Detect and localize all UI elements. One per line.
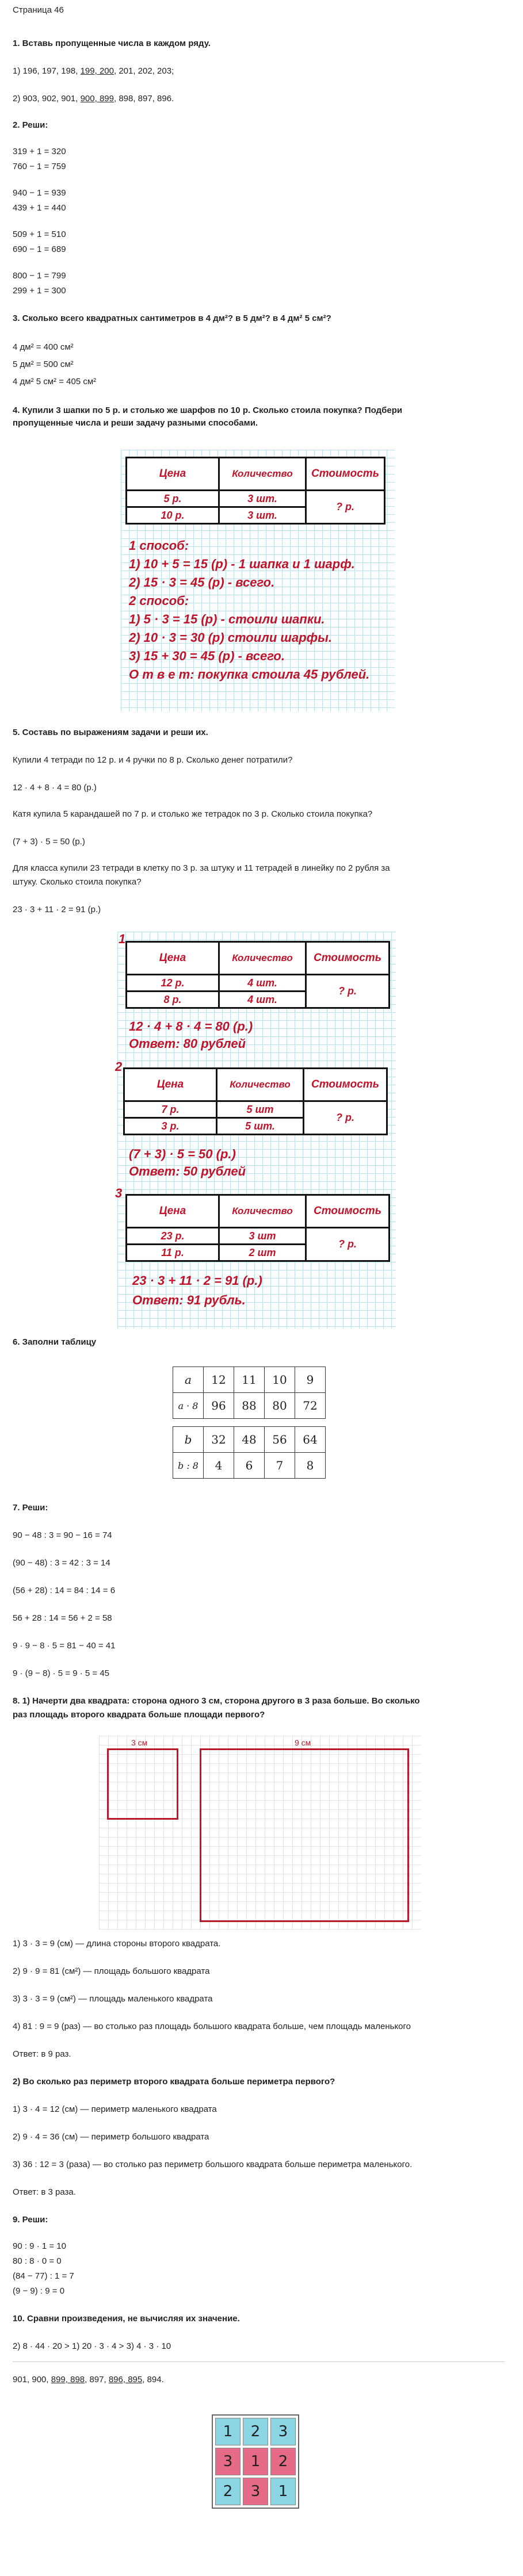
col-price: Цена (127, 1195, 219, 1228)
task5-problem: Для класса купили 23 тетради в клетку по 3 р. за штуку и 11 тетрадей в линейку по 2 рубля за (13, 863, 390, 873)
large-square-label: 9 см (295, 1738, 311, 1747)
problem-number: 3 (115, 1186, 123, 1200)
task5-problem: Катя купила 5 карандашей по 7 р. и столько же тетрадок по 3 р. Сколько стоила покупка? (13, 809, 373, 819)
cell-qty: 2 шт (219, 1245, 306, 1261)
col-cost: Стоимость (304, 1069, 387, 1101)
task7-header: 7. Реши: (13, 1503, 48, 1513)
table-cell: 48 (234, 1427, 265, 1453)
table-cell: 11 (234, 1367, 265, 1393)
cell-qty: 3 шт. (219, 491, 306, 507)
handwritten-line: Ответ: 50 рублей (129, 1164, 246, 1178)
task8-header: 8. 1) Начерти два квадрата: сторона одного 3 см, сторона другого в 3 раза больше. Во сколько (13, 1696, 420, 1706)
handwritten-line: 12 · 4 + 8 · 4 = 80 (р.) (129, 1019, 253, 1034)
table-cell: 72 (295, 1393, 326, 1419)
task8-line: 2) 9 · 9 = 81 (см²) — площадь большого квадрата (13, 1966, 210, 1976)
col-cost: Стоимость (306, 458, 385, 491)
handwritten-line: 2) 15 · 3 = 45 (р) - всего. (129, 575, 275, 590)
task10-line: 2) 8 · 44 · 20 > 1) 20 · 3 · 4 > 3) 4 · 3 · 10 (13, 2341, 171, 2351)
magic-cell: 1 (270, 2478, 296, 2505)
table-cell: 32 (204, 1427, 234, 1453)
cell-price: 3 р. (124, 1118, 217, 1135)
task2-header: 2. Реши: (13, 120, 48, 130)
row-label: a (173, 1367, 204, 1393)
task8-line: 1) 3 · 4 = 12 (см) — периметр маленького квадрата (13, 2104, 217, 2114)
problem-number: 1 (119, 932, 126, 946)
table-cell: 56 (265, 1427, 295, 1453)
handwritten-line: Ответ: 91 рубль. (132, 1293, 246, 1307)
cell-cost: ? р. (304, 1101, 387, 1135)
magic-cell: 3 (215, 2448, 240, 2475)
handwritten-line: 2 способ: (129, 594, 189, 608)
task8-line: 4) 81 : 9 = 9 (раз) — во столько раз площадь большого квадрата больше, чем площадь маленького (13, 2022, 411, 2031)
task8-line: 3) 3 · 3 = 9 (см²) — площадь маленького квадрата (13, 1994, 213, 2004)
table-cell: 9 (295, 1367, 326, 1393)
task9-line: (9 − 9) : 9 = 0 (13, 2286, 65, 2296)
task2-line: 299 + 1 = 300 (13, 286, 66, 296)
task9-line: (84 − 77) : 1 = 7 (13, 2271, 74, 2281)
task8-answer: Ответ: в 3 раза. (13, 2187, 76, 2197)
col-price: Цена (127, 458, 219, 491)
cell-qty: 4 шт. (219, 992, 306, 1008)
col-price: Цена (124, 1069, 217, 1101)
cell-qty: 5 шт (217, 1101, 304, 1118)
cell-qty: 4 шт. (219, 975, 306, 992)
handwritten-line: О т в е т: покупка стоила 45 рублей. (129, 667, 370, 682)
task3-line: 4 дм² = 400 см² (13, 342, 74, 352)
magic-square (212, 2414, 299, 2509)
task5-expression: 12 · 4 + 8 · 4 = 80 (р.) (13, 783, 97, 793)
task2-line: 690 − 1 = 689 (13, 244, 66, 254)
task8-line: 3) 36 : 12 = 3 (раза) — во столько раз периметр большого квадрата больше периметра маленького. (13, 2160, 413, 2169)
table-cell: 10 (265, 1367, 295, 1393)
row-label: b (173, 1427, 204, 1453)
task8-header-cont: раз площадь второго квадрата больше площади первого? (13, 1710, 265, 1720)
task5-problem-cont: штуку. Сколько стоила покупка? (13, 877, 142, 887)
table-cell: 6 (234, 1453, 265, 1479)
task6-table-a (173, 1367, 326, 1419)
cell-price: 23 р. (127, 1228, 219, 1245)
task9-line: 90 : 9 · 1 = 10 (13, 2241, 66, 2251)
task8-answer: Ответ: в 9 раз. (13, 2049, 71, 2059)
col-price: Цена (127, 942, 219, 975)
magic-cell: 1 (243, 2448, 268, 2475)
task3-line: 5 дм² = 500 см² (13, 359, 74, 369)
task7-line: 9 · 9 − 8 · 5 = 81 − 40 = 41 (13, 1641, 116, 1651)
cell-qty: 5 шт. (217, 1118, 304, 1135)
task7-line: (90 − 48) : 3 = 42 : 3 = 14 (13, 1558, 110, 1568)
small-square-label: 3 см (131, 1738, 148, 1747)
handwritten-line: 1) 10 + 5 = 15 (р) - 1 шапка и 1 шарф. (129, 557, 355, 571)
task6-header: 6. Заполни таблицу (13, 1337, 97, 1347)
task6-table-b (173, 1426, 326, 1479)
handwritten-line: 3) 15 + 30 = 45 (р) - всего. (129, 649, 285, 663)
table-cell: 7 (265, 1453, 295, 1479)
task7-line: 90 − 48 : 3 = 90 − 16 = 74 (13, 1530, 112, 1540)
task4-solution-image (121, 450, 395, 711)
small-square (107, 1748, 178, 1820)
task4-price-table (125, 457, 385, 525)
task8-line: 1) 3 · 3 = 9 (см) — длина стороны второго квадрата. (13, 1939, 221, 1949)
bottom-sequence: 901, 900, 899, 898, 897, 896, 895, 894. (13, 2375, 164, 2384)
table-cell: 8 (295, 1453, 326, 1479)
task9-line: 80 : 8 · 0 = 0 (13, 2256, 62, 2266)
table-cell: 80 (265, 1393, 295, 1419)
task7-line: (56 + 28) : 14 = 84 : 14 = 6 (13, 1586, 116, 1595)
task2-line: 509 + 1 = 510 (13, 229, 66, 239)
page-title: Страница 46 (13, 5, 64, 15)
handwritten-line: 1) 5 · 3 = 15 (р) - стоили шапки. (129, 612, 325, 626)
task4-header: 4. Купили 3 шапки по 5 р. и столько же шарфов по 10 р. Сколько стоила покупка? Подбери (13, 405, 403, 415)
cell-qty: 3 шт (219, 1228, 306, 1245)
handwritten-line: (7 + 3) · 5 = 50 (р.) (129, 1147, 236, 1161)
task5-expression: (7 + 3) · 5 = 50 (р.) (13, 837, 85, 847)
row-label: b : 8 (173, 1453, 204, 1479)
task10-header: 10. Сравни произведения, не вычисляя их значение. (13, 2314, 240, 2324)
task2-line: 439 + 1 = 440 (13, 203, 66, 213)
magic-cell: 1 (215, 2418, 240, 2445)
large-square (200, 1748, 409, 1922)
table-cell: 96 (204, 1393, 234, 1419)
magic-cell: 3 (243, 2478, 268, 2505)
task5-table-2 (123, 1067, 388, 1135)
task2-line: 940 − 1 = 939 (13, 188, 66, 198)
task2-line: 800 − 1 = 799 (13, 271, 66, 281)
task9-header: 9. Реши: (13, 2215, 48, 2225)
handwritten-line: Ответ: 80 рублей (129, 1036, 246, 1051)
task5-problem: Купили 4 тетради по 12 р. и 4 ручки по 8 р. Сколько денег потратили? (13, 755, 293, 765)
row-label: a · 8 (173, 1393, 204, 1419)
col-cost: Стоимость (306, 942, 390, 975)
table-cell: 64 (295, 1427, 326, 1453)
col-qty: Количество (219, 1195, 306, 1228)
cell-price: 10 р. (127, 507, 219, 524)
cell-cost: ? р. (306, 1228, 390, 1261)
cell-price: 5 р. (127, 491, 219, 507)
table-cell: 4 (204, 1453, 234, 1479)
task1-row1: 1) 196, 197, 198, 199, 200, 201, 202, 203; (13, 66, 174, 76)
col-qty: Количество (217, 1069, 304, 1101)
task8-q2-header: 2) Во сколько раз периметр второго квадрата больше периметра первого? (13, 2077, 335, 2087)
col-qty: Количество (219, 942, 306, 975)
magic-cell: 2 (270, 2448, 296, 2475)
task3-header: 3. Сколько всего квадратных сантиметров в 4 дм²? в 5 дм²? в 4 дм² 5 см²? (13, 313, 331, 323)
handwritten-line: 2) 10 · 3 = 30 (р) стоили шарфы. (129, 630, 333, 645)
col-cost: Стоимость (306, 1195, 390, 1228)
handwritten-line: 1 способ: (129, 538, 189, 553)
task8-squares-image (99, 1736, 421, 1930)
task1-header: 1. Вставь пропущенные числа в каждом ряду. (13, 39, 211, 48)
task1-row2: 2) 903, 902, 901, 900, 899, 898, 897, 896. (13, 94, 174, 104)
cell-cost: ? р. (306, 975, 390, 1008)
cell-qty: 3 шт. (219, 507, 306, 524)
task2-line: 319 + 1 = 320 (13, 147, 66, 156)
task4-header-cont: пропущенные числа и реши задачу разными способами. (13, 418, 258, 428)
table-cell: 88 (234, 1393, 265, 1419)
task5-header: 5. Составь по выражениям задачи и реши их. (13, 728, 208, 737)
magic-cell: 2 (243, 2418, 268, 2445)
col-qty: Количество (219, 458, 306, 491)
task5-expression: 23 · 3 + 11 · 2 = 91 (р.) (13, 905, 101, 914)
cell-price: 11 р. (127, 1245, 219, 1261)
task2-line: 760 − 1 = 759 (13, 162, 66, 171)
cell-price: 8 р. (127, 992, 219, 1008)
task7-line: 9 · (9 − 8) · 5 = 9 · 5 = 45 (13, 1668, 110, 1678)
task3-line: 4 дм² 5 см² = 405 см² (13, 377, 97, 386)
problem-number: 2 (115, 1059, 123, 1074)
task7-line: 56 + 28 : 14 = 56 + 2 = 58 (13, 1613, 112, 1623)
magic-cell: 2 (215, 2478, 240, 2505)
handwritten-line: 23 · 3 + 11 · 2 = 91 (р.) (132, 1273, 262, 1288)
task8-line: 2) 9 · 4 = 36 (см) — периметр большого квадрата (13, 2132, 209, 2142)
task5-solution-image (117, 932, 396, 1329)
divider (13, 2361, 505, 2362)
cell-cost: ? р. (306, 491, 385, 524)
cell-price: 7 р. (124, 1101, 217, 1118)
task5-table-1 (125, 941, 390, 1009)
magic-cell: 3 (270, 2418, 296, 2445)
cell-price: 12 р. (127, 975, 219, 992)
task5-table-3 (125, 1194, 390, 1262)
table-cell: 12 (204, 1367, 234, 1393)
